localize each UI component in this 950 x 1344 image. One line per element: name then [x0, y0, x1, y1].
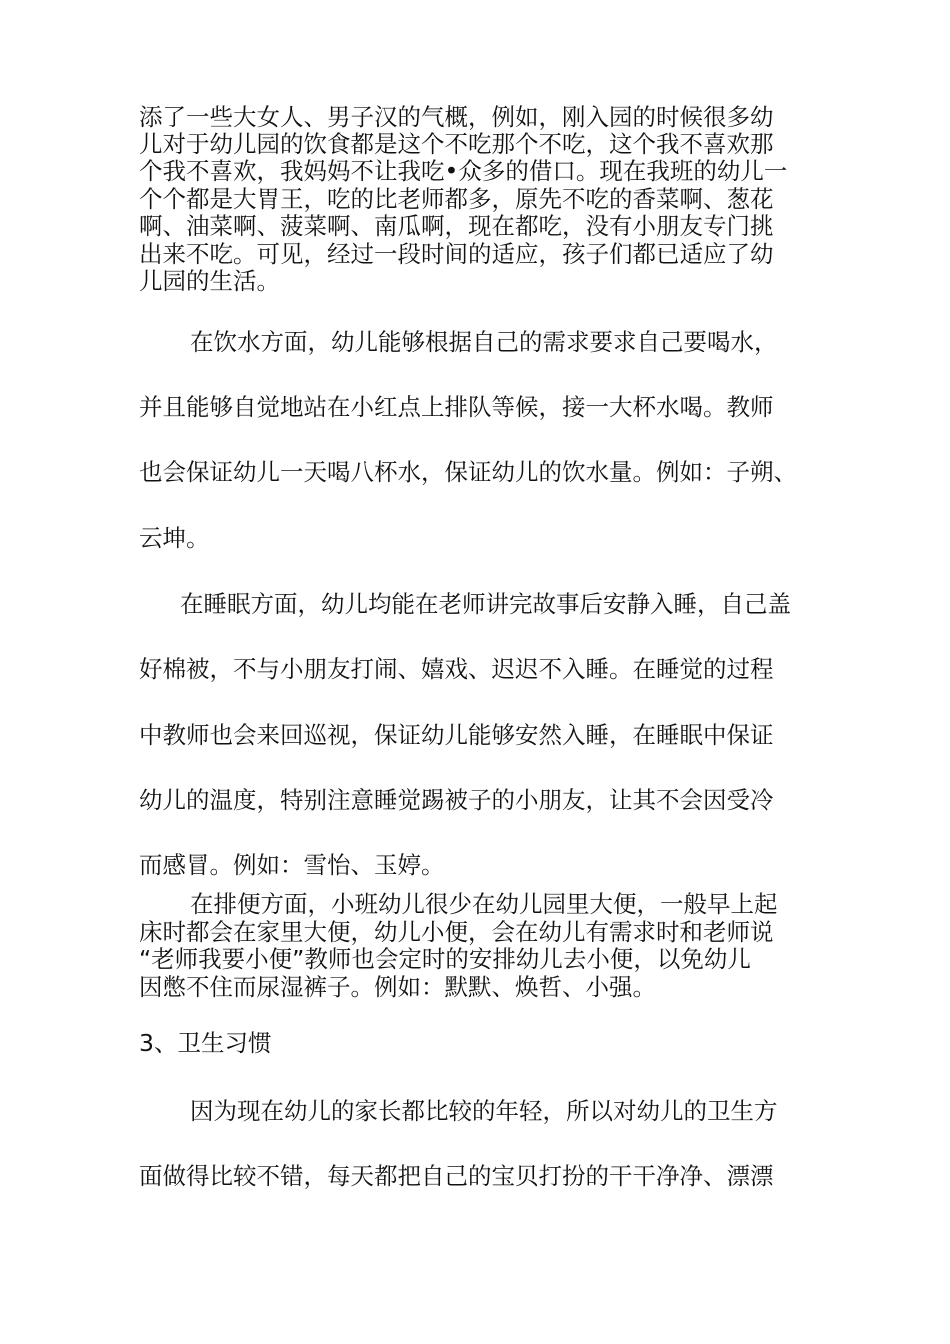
text-line: 添了一些大女人、男子汉的气概，例如，刚入园的时候很多幼 — [139, 103, 774, 131]
text-line: 儿对于幼儿园的饮食都是这个不吃那个不吃，这个我不喜欢那 — [139, 130, 774, 158]
text-line: 云坤。 — [139, 524, 210, 552]
text-line: 因憋不住而尿湿裤子。例如：默默、焕哲、小强。 — [139, 973, 656, 1001]
text-line: 幼儿的温度，特别注意睡觉踢被子的小朋友，让其不会因受冷 — [139, 786, 774, 814]
text-line: 好棉被，不与小朋友打闹、嬉戏、迟迟不入睡。在睡觉的过程 — [139, 655, 774, 683]
text-line: “老师我要小便”教师也会定时的安排幼儿去小便，以免幼儿 — [139, 945, 751, 973]
text-line: 床时都会在家里大便，幼儿小便，会在幼儿有需求时和老师说 — [139, 918, 774, 946]
text-line: 也会保证幼儿一天喝八杯水，保证幼儿的饮水量。例如：子朔、 — [139, 458, 797, 486]
text-line: 因为现在幼儿的家长都比较的年轻，所以对幼儿的卫生方 — [190, 1097, 778, 1125]
text-line: 中教师也会来回巡视，保证幼儿能够安然入睡，在睡眠中保证 — [139, 721, 774, 749]
text-line: 儿园的生活。 — [139, 267, 280, 295]
text-line: 在睡眠方面，幼儿均能在老师讲完故事后安静入睡，自己盖 — [180, 590, 791, 618]
text-line: 出来不吃。可见，经过一段时间的适应，孩子们都已适应了幼 — [139, 240, 774, 268]
text-line: 个我不喜欢，我妈妈不让我吃•众多的借口。现在我班的幼儿一 — [139, 157, 788, 185]
text-line: 在排便方面，小班幼儿很少在幼儿园里大便，一般早上起 — [190, 890, 778, 918]
text-line: 啊、油菜啊、菠菜啊、南瓜啊，现在都吃，没有小朋友专门挑 — [139, 212, 774, 240]
text-line: 在饮水方面，幼儿能够根据自己的需求要求自己要喝水， — [190, 328, 778, 356]
section-heading: 3、卫生习惯 — [139, 1029, 272, 1057]
text-line: 个个都是大胃王，吃的比老师都多，原先不吃的香菜啊、葱花 — [139, 185, 774, 213]
text-line: 并且能够自觉地站在小红点上排队等候，接一大杯水喝。教师 — [139, 393, 774, 421]
text-line: 面做得比较不错，每天都把自己的宝贝打扮的干干净净、漂漂 — [139, 1162, 774, 1190]
text-line: 而感冒。例如：雪怡、玉婷。 — [139, 851, 445, 879]
